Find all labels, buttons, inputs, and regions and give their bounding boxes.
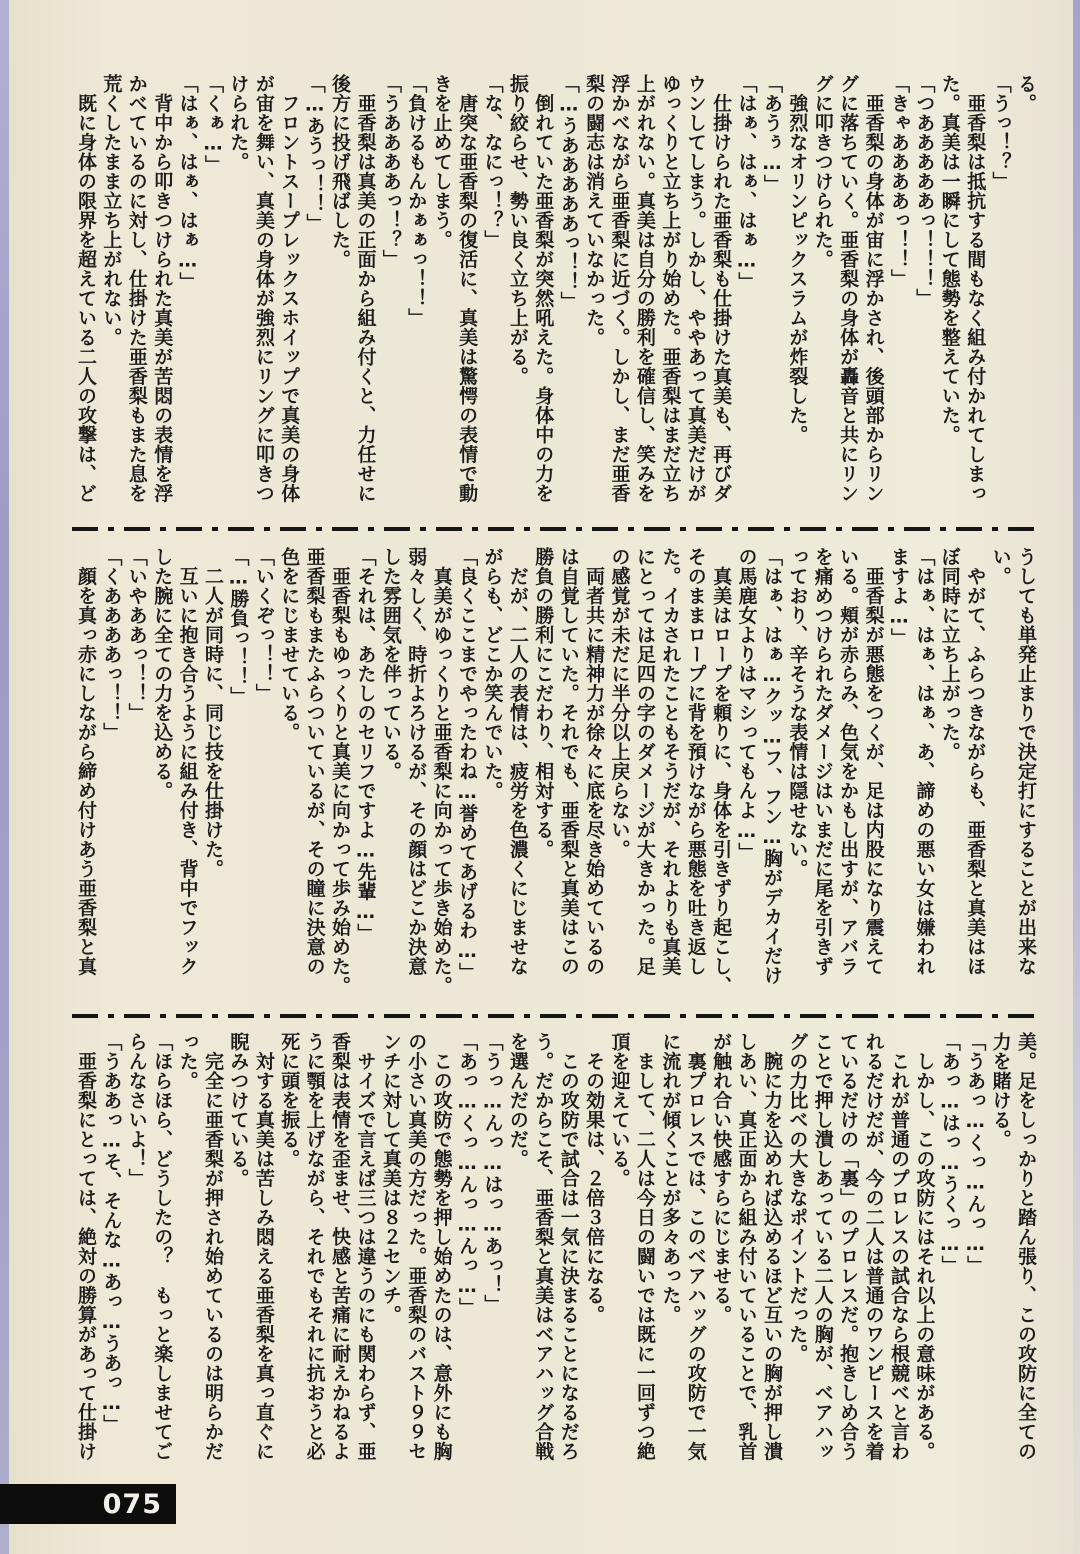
text-column: 上がれない。真美は自分の勝利を確信し、笑みを xyxy=(633,74,656,503)
page-number: 075 xyxy=(102,1488,162,1520)
text-column: 二人が同時に、同じ技を仕掛けた。 xyxy=(202,547,224,879)
text-column: 「あっ…はっ…うくっ…」 xyxy=(938,1032,961,1275)
text-column: を選んだのだ。 xyxy=(506,1032,529,1169)
text-column: しあい、真正面から組み付いていることで、乳首 xyxy=(735,1032,758,1461)
text-column: 裏プロレスでは、このベアハッグの攻防で一気 xyxy=(684,1032,707,1461)
text-column: に流れが傾くことが多々あった。 xyxy=(659,1032,682,1325)
text-column: 唐突な亜香梨の復活に、真美は驚愕の表情で動 xyxy=(456,74,479,503)
text-column: た。イカされたこともそうだが、それよりも真美 xyxy=(659,547,682,976)
text-column: 亜香梨にとっては、絶対の勝算があって仕掛け xyxy=(74,1032,97,1461)
text-column: 「あっ…くっ…んっ…んっ…」 xyxy=(456,1032,479,1317)
text-section-middle xyxy=(70,547,1038,1005)
text-column: った。 xyxy=(176,1032,199,1091)
text-column: 「うああっ…そ、そんな…あっ…うあっ…」 xyxy=(100,1032,123,1434)
text-column: 「つあああああっ！！！」 xyxy=(913,74,936,308)
text-column: 互いに抱き合うように組み付き、背中でフック xyxy=(176,547,199,976)
text-column: 「負けるもんかぁぁっ！！」 xyxy=(405,74,428,328)
text-column: ぼ同時に立ち上がった。 xyxy=(938,547,961,762)
text-column: 亜香梨の身体が宙に浮かされ、後頭部からリン xyxy=(862,74,885,503)
text-column: ゆっくりと立ち上がり始めた。亜香梨はまだ立ち xyxy=(659,74,682,503)
text-column: そのままロープに背を預けながら悪態を吐き返し xyxy=(684,547,707,976)
text-column: 「あうぅ…」 xyxy=(760,74,783,194)
text-column: 既に身体の限界を超えている二人の攻撃は、ど xyxy=(74,74,97,503)
text-column: グの力比べの大きなポイントだった。 xyxy=(786,1032,809,1364)
text-column: の小さい真美の方だった。亜香梨のバスト９９セ xyxy=(405,1032,428,1461)
text-column: 両者共に精神力が徐々に底を尽き始めているの xyxy=(583,547,606,976)
text-section-top xyxy=(70,74,1038,526)
text-column: 香梨は表情を歪ませ、快感と苦痛に耐えかねるよ xyxy=(329,1032,352,1461)
text-column: グに落ちていく。亜香梨の身体が轟音と共にリン xyxy=(837,74,860,503)
section-divider xyxy=(72,1014,1038,1018)
text-column: した腕に全ての力を込める。 xyxy=(151,547,174,801)
text-column: 美。足をしっかりと踏ん張り、この攻防に全ての xyxy=(1015,1032,1037,1461)
text-column: かべているのに対し、仕掛けた亜香梨もまた息を xyxy=(125,74,148,503)
text-column: 睨みつけている。 xyxy=(227,1032,250,1188)
text-column: 腕に力を込めれば込めるほど互いの胸が押し潰 xyxy=(760,1032,783,1461)
text-column: っており、辛そうな表情は隠せない。 xyxy=(786,547,809,879)
text-column: しかし、この攻防にはそれ以上の意味がある。 xyxy=(913,1032,936,1461)
text-column: やがて、ふらつきながらも、亜香梨と真美はほ xyxy=(964,547,987,976)
text-column: 仕掛けられた亜香梨も仕掛けた真美も、再びダ xyxy=(710,74,733,503)
text-section-bottom xyxy=(70,1032,1038,1484)
text-column: 背中から叩きつけられた真美が苦悶の表情を浮 xyxy=(151,74,174,503)
text-column: い。 xyxy=(989,547,1012,586)
text-column: 完全に亜香梨が押され始めているのは明らかだ xyxy=(202,1032,224,1461)
text-column: 「うっ！？」 xyxy=(989,74,1012,191)
text-column: その効果は、２倍３倍になる。 xyxy=(583,1032,606,1325)
text-column: 倒れていた亜香梨が突然吼えた。身体中の力を xyxy=(532,74,555,503)
text-column: 強烈なオリンピックスラムが炸裂した。 xyxy=(786,74,809,445)
text-column: グに叩きつけられた。 xyxy=(811,74,834,269)
text-column: の感覚が未だに半分以上戻らない。 xyxy=(608,547,631,859)
text-column: だが、二人の表情は、疲労を色濃くにじませな xyxy=(506,547,529,976)
text-column: サイズで言えば三つは違うのにも関わらず、亜 xyxy=(354,1032,377,1461)
text-column: 浮かべながら亜香梨に近づく。しかし、まだ亜香 xyxy=(608,74,631,503)
text-column: 真美はロープを頼りに、身体を引きずり起こし、 xyxy=(710,547,733,996)
text-column: きを止めてしまう。 xyxy=(430,74,453,250)
section-divider xyxy=(72,527,1038,531)
text-column: 振り絞らせ、勢い良く立ち上がる。 xyxy=(506,74,529,386)
text-column: ことで押し潰しあっている二人の胸が、ベアハッ xyxy=(811,1032,834,1461)
text-column: 「…あうっ！！」 xyxy=(303,74,326,233)
text-column: 亜香梨もゆっくりと真美に向かって歩み始めた。 xyxy=(329,547,352,996)
text-column: らんなさいよ！」 xyxy=(125,1032,148,1188)
text-column: けられた。 xyxy=(227,74,250,172)
text-column: 「くぁ…」 xyxy=(202,74,224,175)
text-column: 「はぁ、はぁ、はぁ…」 xyxy=(735,74,758,292)
text-column: 「くああああっ！！」 xyxy=(100,547,123,742)
text-column: 「はぁ、はぁ…クッ…フ、フン…胸がデカイだけ xyxy=(760,547,783,985)
text-column: 「うっ…んっ…はっ…あっ！」 xyxy=(481,1032,504,1314)
text-column: 荒くしたまま立ち上がれない。 xyxy=(100,74,123,347)
text-column: 死に頭を振る。 xyxy=(278,1032,301,1169)
text-column: 「…勝負っ！！」 xyxy=(227,547,250,706)
text-column: ンチに対して真美は８２センチ。 xyxy=(379,1032,402,1325)
text-column: が宙を舞い、真美の身体が強烈にリングに叩きつ xyxy=(252,74,275,503)
text-column: 亜香梨が悪態をつくが、足は内股になり震えて xyxy=(862,547,885,976)
text-column: れるだけだが、今の二人は普通のワンピースを着 xyxy=(862,1032,885,1461)
text-column: 「…うあああああっ！！」 xyxy=(557,74,580,311)
text-column: 「いやああっ！！」 xyxy=(125,547,148,723)
text-column: 梨の闘志は消えていなかった。 xyxy=(583,74,606,347)
text-column: 亜香梨は真美の正面から組み付くと、力任せに xyxy=(354,74,377,503)
text-column: これが普通のプロレスの試合なら根競べと言わ xyxy=(887,1032,910,1461)
left-page-edge xyxy=(0,0,9,1554)
text-column: 「はぁ、はぁ、はぁ、あ、諦めの悪い女は嫌われ xyxy=(913,547,936,976)
text-column: うしても単発止まりで決定打にすることが出来な xyxy=(1015,547,1037,976)
text-column: この攻防で態勢を押し始めたのは、意外にも胸 xyxy=(430,1032,453,1461)
text-column: は自覚していた。それでも、亜香梨と真美はこの xyxy=(557,547,580,976)
text-column: した雰囲気を伴っている。 xyxy=(379,547,402,781)
text-column: 「はぁ、はぁ、はぁ…」 xyxy=(176,74,199,292)
text-column: 力を賭ける。 xyxy=(989,1032,1012,1149)
text-column: 顔を真っ赤にしながら締め付けあう亜香梨と真 xyxy=(74,547,97,976)
text-column: 勝負の勝利にこだわり、相対する。 xyxy=(532,547,555,859)
text-column: る。 xyxy=(1015,74,1037,113)
text-column: 「うあっ…くっ…んっ…」 xyxy=(964,1032,987,1275)
text-column: 頂を迎えている。 xyxy=(608,1032,631,1188)
text-column: この攻防で試合は一気に決まることになるだろ xyxy=(557,1032,580,1461)
text-column: 亜香梨もまたふらついているが、その瞳に決意の xyxy=(303,547,326,976)
text-column: 「良くここまでやったわね…誉めてあげるわ…」 xyxy=(456,547,479,982)
text-column: 色をにじませている。 xyxy=(278,547,301,742)
right-page-edge xyxy=(1073,0,1080,1554)
text-column: 「きゃああああっ！！」 xyxy=(887,74,910,289)
text-column: ウンしてしまう。しかし、ややあって真美だけが xyxy=(684,74,707,503)
text-column: を痛めつけられたダメージはいまだに尾を引きず xyxy=(811,547,834,976)
text-column: た。真美は一瞬にして態勢を整えていた。 xyxy=(938,74,961,445)
text-column: うに顎を上げながら、それでもそれに抗おうと必 xyxy=(303,1032,326,1461)
text-column: がらも、どこか笑んでいた。 xyxy=(481,547,504,801)
text-column: いる。頬が赤らみ、色気をかもし出すが、アバラ xyxy=(837,547,860,976)
text-column: う。だからこそ、亜香梨と真美はベアハッグ合戦 xyxy=(532,1032,555,1461)
text-column: ているだけの「裏」のプロレスだ。抱きしめ合う xyxy=(837,1032,860,1461)
text-column: 「いくぞっ！！」 xyxy=(252,547,275,703)
text-column: フロントスープレックスホイップで真美の身体 xyxy=(278,74,301,503)
text-column: 「それは、あたしのセリフですよ…先輩…」 xyxy=(354,547,377,943)
text-column: 「ほらほら、どうしたの？ もっと楽しませてご xyxy=(151,1032,174,1461)
page-number-bar xyxy=(0,1484,176,1524)
text-column: 「うああああっ！？」 xyxy=(379,74,402,269)
text-column: にとっては足四の字のダメージが大きかった。足 xyxy=(633,547,656,976)
text-column: まして、二人は今日の闘いでは既に一回ずつ絶 xyxy=(633,1032,656,1461)
text-column: 亜香梨は抵抗する間もなく組み付かれてしまっ xyxy=(964,74,987,503)
text-column: ますよ…」 xyxy=(887,547,910,648)
text-column: 対する真美は苦しみ悶える亜香梨を真っ直ぐに xyxy=(252,1032,275,1461)
text-column: 真美がゆっくりと亜香梨に向かって歩き始めた。 xyxy=(430,547,453,996)
text-column: 後方に投げ飛ばした。 xyxy=(329,74,352,269)
text-column: 「な、なにっ！？」 xyxy=(481,74,504,250)
text-column: が触れ合い快感すらにじませる。 xyxy=(710,1032,733,1325)
text-column: 弱々しく、時折よろけるが、その顔はどこか決意 xyxy=(405,547,428,976)
text-column: の馬鹿女よりはマシってもんよ…」 xyxy=(735,547,758,862)
